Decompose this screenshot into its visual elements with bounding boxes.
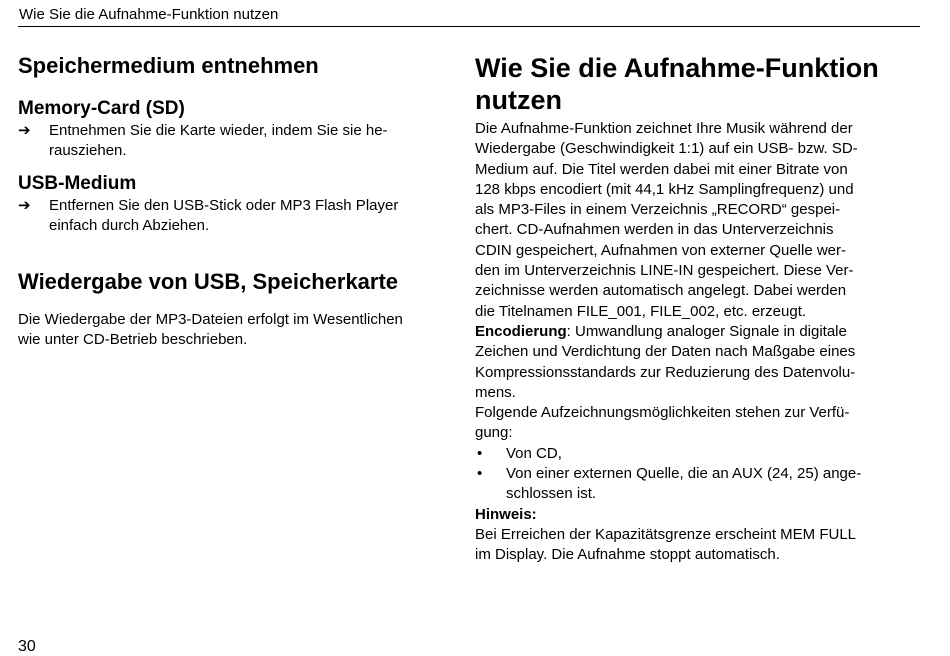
list-item-text-line: Von CD, bbox=[506, 444, 562, 462]
paragraph-line: Die Aufnahme-Funktion zeichnet Ihre Musik während der bbox=[475, 120, 853, 137]
paragraph-line: Medium auf. Die Titel werden dabei mit einer Bitrate von bbox=[475, 160, 848, 178]
encoding-definition: : Umwandlung analoger Signale in digitale bbox=[566, 322, 847, 340]
paragraph-note bbox=[475, 525, 915, 566]
paragraph-playback bbox=[18, 310, 458, 351]
paragraph-line: die Titelnamen FILE_001, FILE_002, etc. erzeugt. bbox=[475, 302, 807, 320]
heading-remove-medium: Speichermedium entnehmen bbox=[18, 53, 319, 78]
list-item-from-cd bbox=[475, 444, 915, 464]
header-rule bbox=[18, 26, 920, 27]
heading-recording-function bbox=[475, 52, 915, 116]
arrow-right-icon: ➔ bbox=[18, 122, 31, 139]
heading-playback: Wiedergabe von USB, Speicherkarte bbox=[18, 269, 399, 295]
paragraph-line: Kompressionsstandards zur Reduzierung des Datenvolu- bbox=[475, 363, 856, 381]
paragraph-line: als MP3-Files in einem Verzeichnis „RECORD“ gespei- bbox=[475, 201, 841, 219]
paragraph-line: CDIN gespeichert, Aufnahmen von externer Quelle wer- bbox=[475, 241, 847, 259]
subheading-memory-card: Memory-Card (SD) bbox=[18, 98, 185, 119]
heading-line: Wie Sie die Aufnahme-Funktion bbox=[475, 53, 879, 83]
list-item-text-line: einfach durch Abziehen. bbox=[49, 216, 210, 234]
paragraph-encoding bbox=[475, 322, 915, 403]
paragraph-line: Zeichen und Verdichtung der Daten nach Maßgabe eines bbox=[475, 343, 856, 361]
list-item-remove-usb bbox=[18, 196, 458, 237]
list-item-text-line: rausziehen. bbox=[49, 142, 127, 160]
encoding-term: Encodierung bbox=[475, 322, 567, 340]
paragraph-line: Folgende Aufzeichnungsmöglichkeiten stehen zur Verfü- bbox=[475, 404, 850, 422]
list-item-text-line: Von einer externen Quelle, die an AUX (24, 25) ange- bbox=[506, 465, 862, 483]
list-item-external-source bbox=[475, 464, 915, 505]
paragraph-line: Die Wiedergabe der MP3-Dateien erfolgt im Wesentlichen bbox=[18, 311, 403, 329]
heading-line: nutzen bbox=[475, 85, 562, 115]
paragraph-intro bbox=[475, 119, 915, 322]
arrow-right-icon: ➔ bbox=[18, 196, 31, 214]
paragraph-line: den im Unterverzeichnis LINE-IN gespeichert. Diese Ver- bbox=[475, 262, 854, 280]
list-item-text-line: Entnehmen Sie die Karte wieder, indem Sie sie he- bbox=[49, 122, 388, 139]
right-column bbox=[475, 52, 915, 566]
left-column bbox=[18, 52, 458, 351]
paragraph-line: im Display. Die Aufnahme stoppt automatisch. bbox=[475, 546, 780, 564]
paragraph-line: 128 kbps encodiert (mit 44,1 kHz Samplingfrequenz) und bbox=[475, 180, 854, 198]
list-item-text-line: schlossen ist. bbox=[506, 485, 597, 503]
list-item-remove-card bbox=[18, 121, 458, 162]
subheading-usb-medium: USB-Medium bbox=[18, 172, 137, 194]
paragraph-line: wie unter CD-Betrieb beschrieben. bbox=[18, 331, 248, 349]
paragraph-line: zeichnisse werden automatisch angelegt. Dabei werden bbox=[475, 282, 847, 300]
paragraph-line: gung: bbox=[475, 424, 513, 442]
page-number: 30 bbox=[18, 638, 36, 655]
paragraph-line: mens. bbox=[475, 383, 516, 401]
paragraph-line bbox=[475, 322, 915, 342]
bullet-icon: • bbox=[477, 444, 483, 462]
paragraph-line: Bei Erreichen der Kapazitätsgrenze erscheint MEM FULL bbox=[475, 525, 857, 543]
bullet-icon: • bbox=[477, 465, 483, 483]
paragraph-line: Wiedergabe (Geschwindigkeit 1:1) auf ein USB- bzw. SD- bbox=[475, 140, 858, 158]
paragraph-options bbox=[475, 403, 915, 444]
paragraph-line: chert. CD-Aufnahmen werden in das Unterverzeichnis bbox=[475, 221, 834, 239]
list-item-text-line: Entfernen Sie den USB-Stick oder MP3 Flash Player bbox=[49, 196, 399, 214]
running-header: Wie Sie die Aufnahme-Funktion nutzen bbox=[19, 6, 279, 23]
note-label: Hinweis: bbox=[475, 505, 537, 523]
